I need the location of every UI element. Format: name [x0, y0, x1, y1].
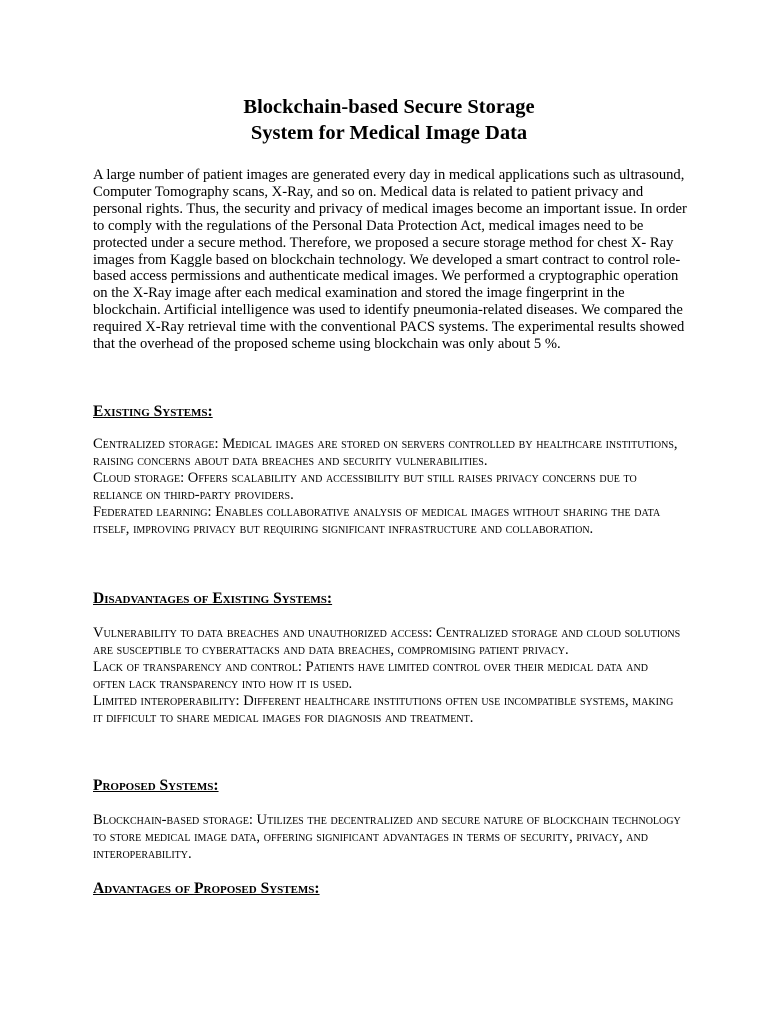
disadvantage-item-interoperability: Limited interoperability: Different healthcare institutions often use incompatible systems, making it difficult to share medical images for diagnosis and treatment.	[93, 692, 674, 726]
existing-item-cloud: Cloud storage: Offers scalability and accessibility but still raises privacy concerns due to reliance on third-party providers.	[93, 469, 637, 503]
disadvantages-list	[93, 625, 683, 726]
proposed-systems-heading: Proposed Systems:	[93, 777, 219, 794]
existing-item-centralized: Centralized storage: Medical images are stored on servers controlled by healthcare institutions, raising concerns about data breaches and security vulnerabilities.	[93, 436, 678, 469]
abstract-paragraph: A large number of patient images are generated every day in medical applications such as ultrasound, Computer Tomography scans, X-Ray, and so on. Medical data is related to patient privacy and personal rights. Thus, the security and privacy of medical images become an important issue. In order to comply with the regulations of the Personal Data Protection Act, medical images need to be protected under a secure method. Therefore, we proposed a secure storage method for chest X- Ray images from Kaggle based on blockchain technology. We developed a smart contract to control role-based access permissions and authenticate medical images. We performed a cryptographic operation on the X-Ray image after each medical examination and stored the image fingerprint in the blockchain. Artificial intelligence was used to identify pneumonia-related diseases. We compared the required X-Ray retrieval time with the conventional PACS systems. The experimental results showed that the overhead of the proposed scheme using blockchain was only about 5 %.	[93, 167, 687, 353]
disadvantage-item-transparency: Lack of transparency and control: Patients have limited control over their medical data and often lack transparency into how it is used.	[93, 658, 648, 692]
title-line-2: System for Medical Image Data	[250, 122, 528, 144]
proposed-item-blockchain: Blockchain-based storage: Utilizes the decentralized and secure nature of blockchain technology to store medical image data, offering significant advantages in terms of security, privacy, and interoperability.	[93, 812, 681, 862]
disadvantages-heading: Disadvantages of Existing Systems:	[93, 590, 333, 607]
document-title	[0, 94, 768, 146]
disadvantage-item-vulnerability: Vulnerability to data breaches and unauthorized access: Centralized storage and cloud solutions are susceptible to cyberattacks and data breaches, compromising patient privacy.	[93, 625, 681, 658]
proposed-systems-list	[93, 812, 683, 863]
existing-systems-heading: Existing Systems:	[93, 403, 213, 420]
existing-systems-list	[93, 436, 683, 537]
title-line-1: Blockchain-based Secure Storage	[243, 96, 535, 118]
existing-item-federated: Federated learning: Enables collaborative analysis of medical images without sharing the data itself, improving privacy but requiring significant infrastructure and collaboration.	[93, 503, 661, 537]
advantages-heading: Advantages of Proposed Systems:	[93, 880, 320, 897]
